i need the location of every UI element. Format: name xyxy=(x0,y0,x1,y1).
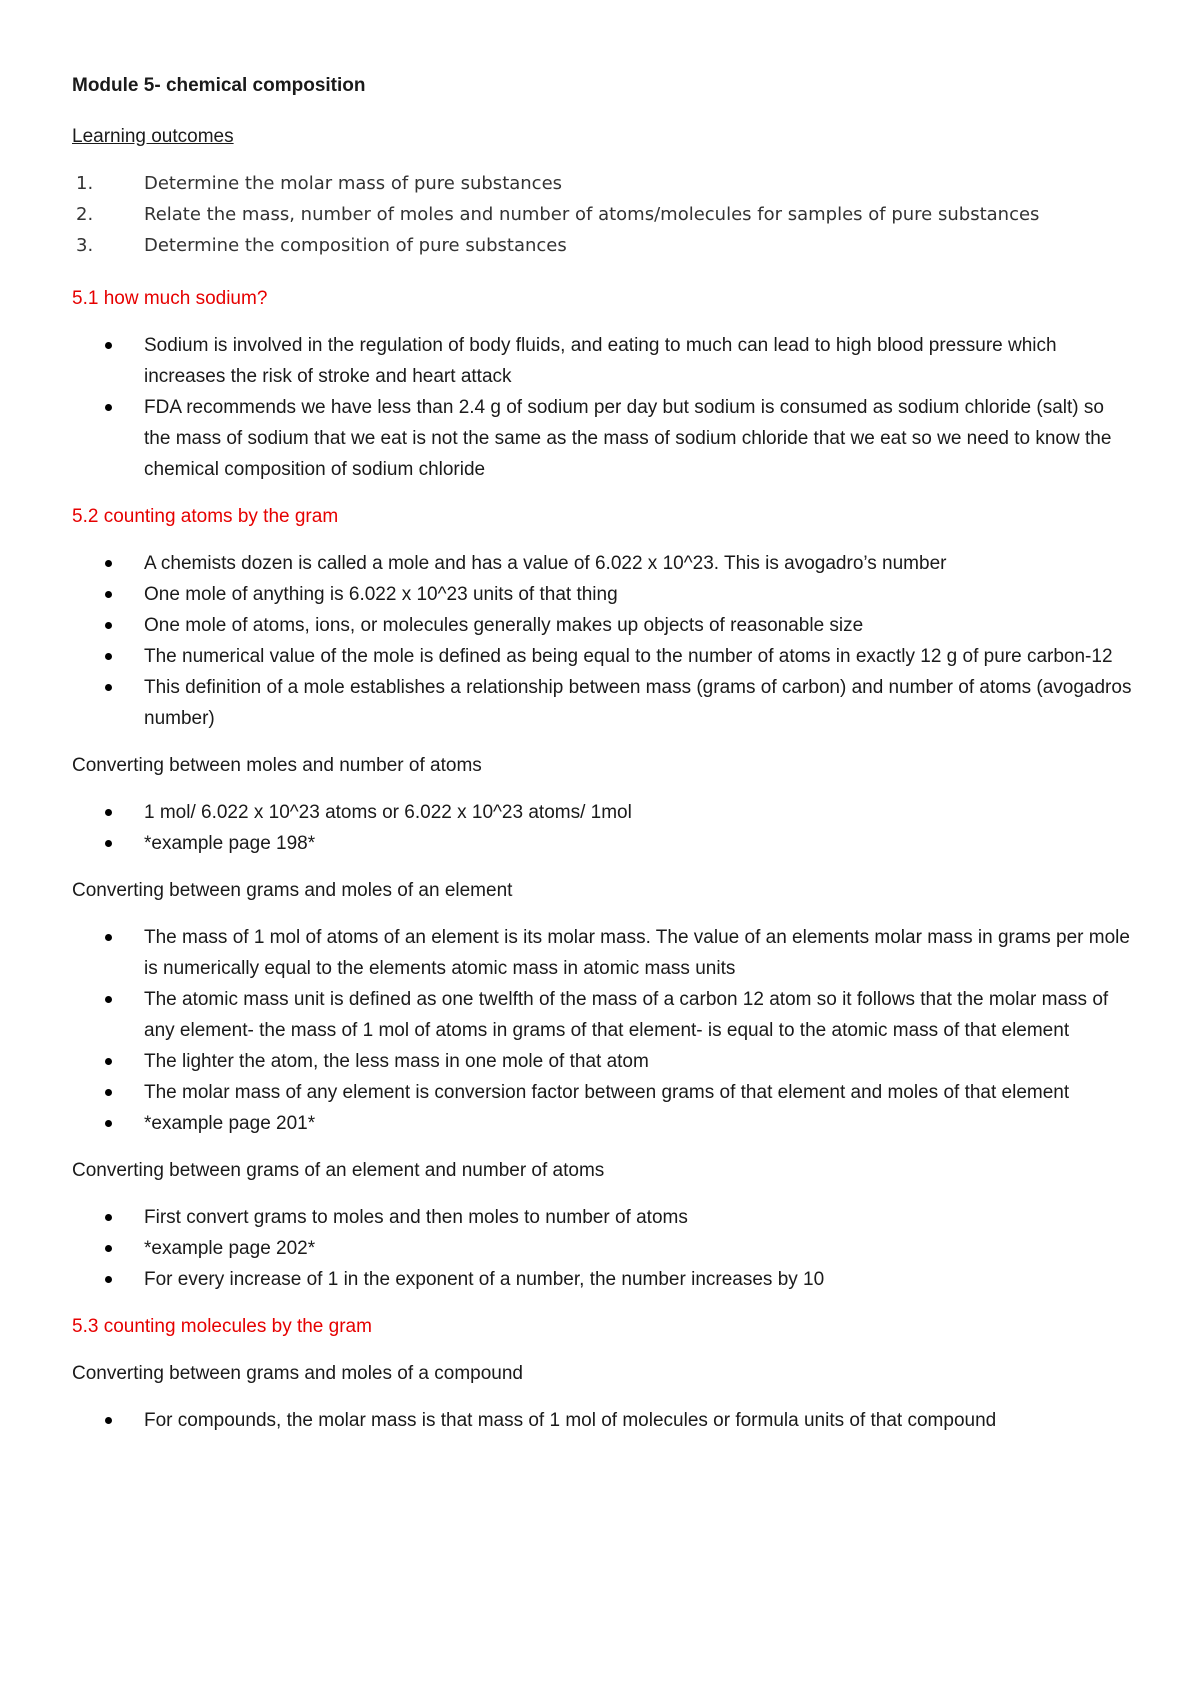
bullet-icon xyxy=(105,934,112,941)
section-heading-5-1: 5.1 how much sodium? xyxy=(72,288,268,309)
bullet-text: A chemists dozen is called a mole and has a value of 6.022 x 10^23. This is avogadro’s number xyxy=(144,553,947,574)
bullet-list xyxy=(72,548,1132,734)
document-content xyxy=(72,70,1132,1436)
bullet-text: One mole of anything is 6.022 x 10^23 units of that thing xyxy=(144,584,618,605)
bullet-list xyxy=(72,922,1132,1139)
bullet-item xyxy=(72,641,1132,672)
bullet-item xyxy=(72,828,1132,859)
learning-outcome-text: Determine the composition of pure substances xyxy=(144,235,567,256)
learning-outcome-text: Determine the molar mass of pure substances xyxy=(144,173,563,194)
bullet-icon xyxy=(105,1214,112,1221)
bullet-item xyxy=(72,548,1132,579)
bullet-icon xyxy=(105,684,112,691)
bullet-item xyxy=(72,922,1132,984)
learning-outcomes-list xyxy=(72,168,1132,261)
learning-outcome-text: Relate the mass, number of moles and number of atoms/molecules for samples of pure substances xyxy=(144,204,1040,225)
bullet-icon xyxy=(105,1120,112,1127)
bullet-text: One mole of atoms, ions, or molecules generally makes up objects of reasonable size xyxy=(144,615,864,636)
bullet-item xyxy=(72,330,1132,392)
bullet-text: This definition of a mole establishes a relationship between mass (grams of carbon) and number of atoms (avogadros number) xyxy=(144,677,1132,729)
bullet-text: *example page 202* xyxy=(144,1238,316,1259)
bullet-item xyxy=(72,1264,1132,1295)
bullet-text: FDA recommends we have less than 2.4 g of sodium per day but sodium is consumed as sodium chloride (salt) so the mass of sodium that we eat is not the same as the mass of sodium chloride that we eat so we need to know the chemical composition of sodium chloride xyxy=(144,397,1112,480)
bullet-item xyxy=(72,1077,1132,1108)
bullet-text: The lighter the atom, the less mass in one mole of that atom xyxy=(144,1051,649,1072)
bullet-text: The mass of 1 mol of atoms of an element is its molar mass. The value of an elements molar mass in grams per mole is numerically equal to the elements atomic mass in atomic mass units xyxy=(144,927,1130,979)
bullet-icon xyxy=(105,1058,112,1065)
bullet-icon xyxy=(105,996,112,1003)
bullet-item xyxy=(72,1202,1132,1233)
bullet-text: Sodium is involved in the regulation of body fluids, and eating to much can lead to high blood pressure which increases the risk of stroke and heart attack xyxy=(144,335,1057,387)
subheading-grams-moles-compound: Converting between grams and moles of a compound xyxy=(72,1363,523,1384)
learning-outcome-item xyxy=(72,230,1132,261)
bullet-icon xyxy=(105,809,112,816)
list-number: 3. xyxy=(76,235,94,256)
bullet-list xyxy=(72,330,1132,485)
bullet-icon xyxy=(105,1276,112,1283)
bullet-icon xyxy=(105,1089,112,1096)
bullet-list xyxy=(72,797,1132,859)
bullet-icon xyxy=(105,622,112,629)
bullet-item xyxy=(72,1108,1132,1139)
bullet-icon xyxy=(105,342,112,349)
bullet-icon xyxy=(105,840,112,847)
bullet-item xyxy=(72,672,1132,734)
bullet-icon xyxy=(105,653,112,660)
learning-outcome-item xyxy=(72,199,1132,230)
subheading-grams-atoms: Converting between grams of an element and number of atoms xyxy=(72,1160,605,1181)
bullet-item xyxy=(72,1233,1132,1264)
bullet-text: The numerical value of the mole is defined as being equal to the number of atoms in exactly 12 g of pure carbon-12 xyxy=(144,646,1113,667)
bullet-text: For compounds, the molar mass is that mass of 1 mol of molecules or formula units of that compound xyxy=(144,1410,997,1431)
bullet-item xyxy=(72,610,1132,641)
list-number: 1. xyxy=(76,173,94,194)
bullet-text: The molar mass of any element is conversion factor between grams of that element and moles of that element xyxy=(144,1082,1070,1103)
bullet-item xyxy=(72,392,1132,485)
bullet-icon xyxy=(105,1417,112,1424)
bullet-text: First convert grams to moles and then moles to number of atoms xyxy=(144,1207,688,1228)
document-title: Module 5- chemical composition xyxy=(72,75,366,96)
section-heading-5-2: 5.2 counting atoms by the gram xyxy=(72,506,339,527)
bullet-icon xyxy=(105,404,112,411)
bullet-item xyxy=(72,1046,1132,1077)
bullet-text: The atomic mass unit is defined as one twelfth of the mass of a carbon 12 atom so it follows that the molar mass of any element- the mass of 1 mol of atoms in grams of that element- is equal to the atomic mass of that element xyxy=(144,989,1109,1041)
bullet-text: *example page 198* xyxy=(144,833,316,854)
bullet-item xyxy=(72,579,1132,610)
list-number: 2. xyxy=(76,204,94,225)
learning-outcome-item xyxy=(72,168,1132,199)
bullet-text: For every increase of 1 in the exponent of a number, the number increases by 10 xyxy=(144,1269,825,1290)
bullet-text: *example page 201* xyxy=(144,1113,316,1134)
bullet-icon xyxy=(105,560,112,567)
bullet-item xyxy=(72,1405,1132,1436)
section-heading-5-3: 5.3 counting molecules by the gram xyxy=(72,1316,372,1337)
bullet-list xyxy=(72,1405,1132,1436)
bullet-icon xyxy=(105,591,112,598)
bullet-item xyxy=(72,984,1132,1046)
bullet-text: 1 mol/ 6.022 x 10^23 atoms or 6.022 x 10^23 atoms/ 1mol xyxy=(144,802,632,823)
learning-outcomes-heading: Learning outcomes xyxy=(72,126,234,147)
subheading-moles-atoms: Converting between moles and number of atoms xyxy=(72,755,482,776)
bullet-item xyxy=(72,797,1132,828)
bullet-list xyxy=(72,1202,1132,1295)
subheading-grams-moles: Converting between grams and moles of an element xyxy=(72,880,513,901)
bullet-icon xyxy=(105,1245,112,1252)
